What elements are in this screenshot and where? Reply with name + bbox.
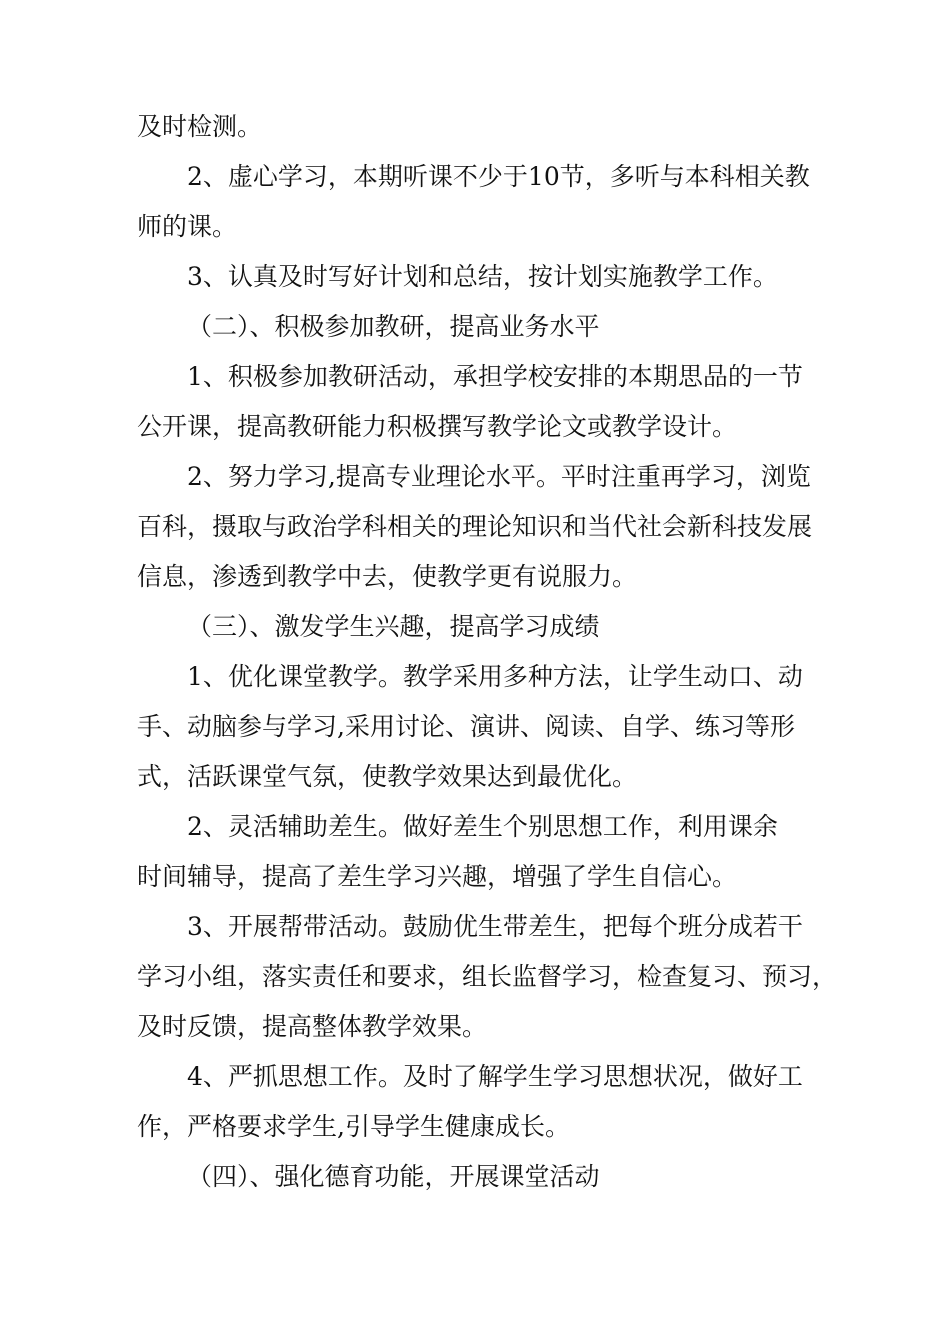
section-heading: （二）、积极参加教研，提高业务水平 bbox=[187, 312, 600, 341]
text-line: 2、努力学习,提高专业理论水平。平时注重再学习，浏览 bbox=[187, 462, 811, 491]
text-line: 学习小组，落实责任和要求，组长监督学习，检查复习、预习， bbox=[137, 962, 838, 991]
text-line: 公开课，提高教研能力积极撰写教学论文或教学设计。 bbox=[137, 412, 738, 441]
text-line: 3、开展帮带活动。鼓励优生带差生，把每个班分成若干 bbox=[187, 912, 803, 941]
text-line: 及时检测。 bbox=[137, 112, 263, 141]
text-line: 式，活跃课堂气氛，使教学效果达到最优化。 bbox=[137, 762, 638, 791]
text-line: 1、积极参加教研活动，承担学校安排的本期思品的一节 bbox=[187, 362, 803, 391]
text-line: 时间辅导，提高了差生学习兴趣，增强了学生自信心。 bbox=[137, 862, 738, 891]
section-heading: （三）、激发学生兴趣，提高学习成绩 bbox=[187, 612, 600, 641]
text-line: 信息，渗透到教学中去，使教学更有说服力。 bbox=[137, 562, 638, 591]
text-line: 1、优化课堂教学。教学采用多种方法，让学生动口、动 bbox=[187, 662, 803, 691]
text-line: 及时反馈，提高整体教学效果。 bbox=[137, 1012, 488, 1041]
text-line: 2、灵活辅助差生。做好差生个别思想工作，利用课余 bbox=[187, 812, 778, 841]
text-line: 师的课。 bbox=[137, 212, 238, 241]
text-line: 作，严格要求学生,引导学生健康成长。 bbox=[137, 1112, 570, 1141]
text-line: 手、动脑参与学习,采用讨论、演讲、阅读、自学、练习等形 bbox=[137, 712, 795, 741]
text-line: 2、虚心学习，本期听课不少于10节，多听与本科相关教 bbox=[187, 162, 810, 191]
text-line: 4、严抓思想工作。及时了解学生学习思想状况，做好工 bbox=[187, 1062, 803, 1091]
section-heading: （四）、强化德育功能，开展课堂活动 bbox=[187, 1162, 600, 1191]
text-line: 3、认真及时写好计划和总结，按计划实施教学工作。 bbox=[187, 262, 778, 291]
text-line: 百科，摄取与政治学科相关的理论知识和当代社会新科技发展 bbox=[137, 512, 813, 541]
